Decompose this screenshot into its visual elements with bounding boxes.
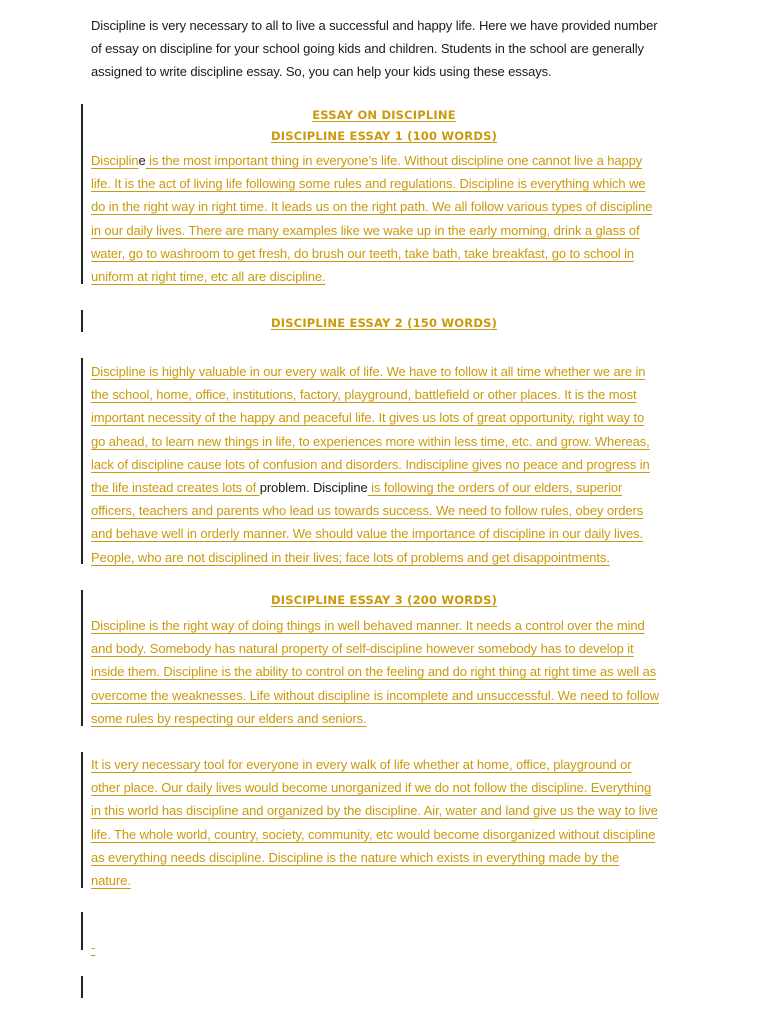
essay-link[interactable]: water, go to washroom to get fresh, do brush our teeth, take bath, take breakfast, go to school in <box>91 245 635 261</box>
essay-link[interactable]: in this world has discipline and organized by the discipline. Air, water and land give us the way to live <box>91 803 658 819</box>
intro-line: Discipline is very necessary to all to live a successful and happy life. Here we have provided number <box>91 18 658 33</box>
change-bar <box>81 912 83 950</box>
essay2-line <box>91 476 683 499</box>
essay-link[interactable]: life. The whole world, country, society, community, etc would become disorganized without discipline <box>91 826 656 842</box>
main-title: ESSAY ON DISCIPLINE <box>312 108 456 122</box>
essay3-paragraph-1 <box>91 614 683 730</box>
change-bar <box>81 590 83 726</box>
essay-link[interactable]: some rules by respecting our elders and seniors. <box>91 710 367 726</box>
intro-line: assigned to write discipline essay. So, you can help your kids using these essays. <box>91 64 552 80</box>
essay-link[interactable]: is following the orders of our elders, superior <box>367 480 623 496</box>
essay-link[interactable]: uniform at right time, etc all are discipline. <box>91 269 326 285</box>
change-bar <box>81 358 83 564</box>
essay-link[interactable]: Discipline is the right way of doing things in well behaved manner. It needs a control over the mind <box>91 618 645 633</box>
essay-link[interactable]: the school, home, office, institutions, factory, playground, battlefield or other places. It is the most <box>91 387 637 403</box>
essay-link[interactable]: as everything needs discipline. Discipline is the nature which exists in everything made by the <box>91 849 620 865</box>
change-bar <box>81 310 83 332</box>
essay-link[interactable]: and behave well in orderly manner. We should value the importance of discipline in our daily lives. <box>91 526 644 542</box>
intro-line: of essay on discipline for your school going kids and children. Students in the school are generally <box>91 41 644 57</box>
essay3-heading: DISCIPLINE ESSAY 3 (200 WORDS) <box>270 593 498 607</box>
essay-link[interactable]: important necessity of the happy and peaceful life. It gives us lots of great opportunity, right way to <box>91 410 645 426</box>
essay-link[interactable]: It is very necessary tool for everyone in every walk of life whether at home, office, playground or <box>91 757 632 772</box>
change-bar <box>81 104 83 284</box>
essay2-paragraph <box>91 360 683 569</box>
change-bar <box>81 976 83 998</box>
essay-link[interactable]: Disciplin <box>91 153 139 168</box>
essay-link[interactable]: do in the right way in right time. It leads us on the right path. We all follow various types of discipline <box>91 199 653 215</box>
essay1-line <box>91 149 683 172</box>
essay-link[interactable]: People, who are not disciplined in their lives; face lots of problems and get disappointments. <box>91 549 610 565</box>
essay-link[interactable]: overcome the weaknesses. Life without discipline is incomplete and unsuccessful. We need to follow <box>91 687 660 703</box>
trailing-mark: - <box>91 940 96 955</box>
essay-link[interactable]: is the most important thing in everyone’s life. Without discipline one cannot live a happy <box>145 153 643 168</box>
essay-link[interactable]: nature. <box>91 873 131 889</box>
essay-link[interactable]: the life instead creates lots of <box>91 480 260 496</box>
plain-text: problem. Discipline <box>259 480 368 496</box>
plain-text: e <box>138 153 146 168</box>
essay-link[interactable]: life. It is the act of living life following some rules and regulations. Discipline is everything which we <box>91 176 646 192</box>
essay-link[interactable]: officers, teachers and parents who lead us towards success. We need to follow rules, obey orders <box>91 503 644 519</box>
essay-link[interactable]: in our daily lives. There are many examples like we wake up in the early morning, drink a glass of <box>91 222 640 238</box>
essay-link[interactable]: Discipline is highly valuable in our every walk of life. We have to follow it all time whether we are in <box>91 364 646 379</box>
essay-link[interactable]: go ahead, to learn new things in life, to experiences more within less time, etc. and grow. Whereas, <box>91 433 650 449</box>
essay3-paragraph-2 <box>91 753 683 892</box>
intro-paragraph <box>91 14 691 84</box>
essay-link[interactable]: lack of discipline cause lots of confusion and disorders. Indiscipline gives no peace and progress in <box>91 456 650 472</box>
essay-link[interactable]: and body. Somebody has natural property of self-discipline however somebody has to develop it <box>91 641 634 657</box>
essay2-heading: DISCIPLINE ESSAY 2 (150 WORDS) <box>270 316 498 330</box>
change-bar <box>81 752 83 888</box>
essay1-paragraph <box>91 149 683 288</box>
essay1-heading: DISCIPLINE ESSAY 1 (100 WORDS) <box>270 129 498 143</box>
essay-link[interactable]: other place. Our daily lives would become unorganized if we do not follow the discipline. Everything <box>91 780 652 796</box>
essay-link[interactable]: inside them. Discipline is the ability to control on the feeling and do right thing at right time as well as <box>91 664 657 680</box>
